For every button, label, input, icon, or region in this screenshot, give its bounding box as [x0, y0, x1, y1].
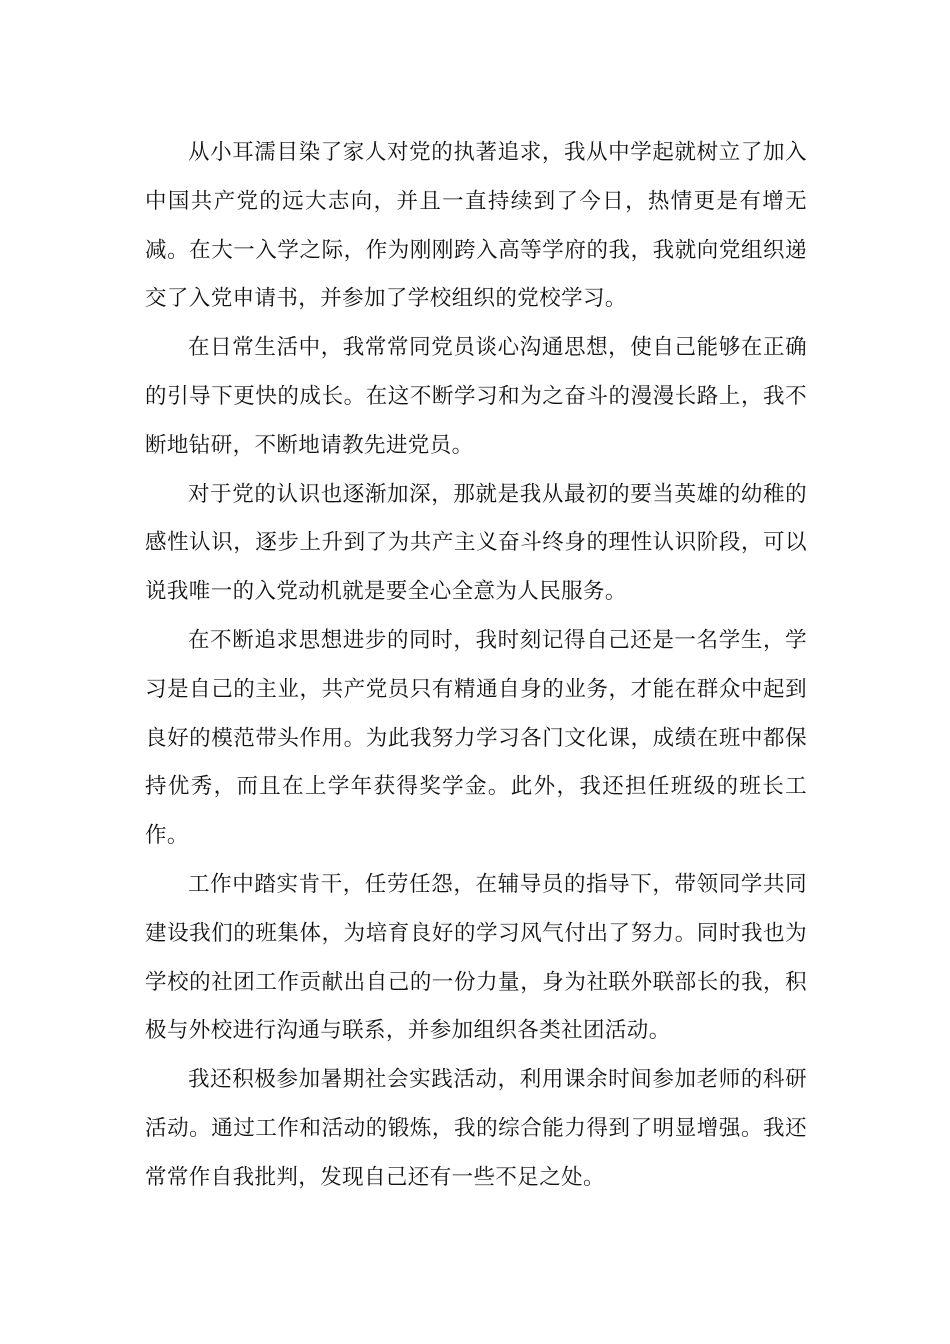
document-body: [145, 129, 807, 1203]
paragraph: 我还积极参加暑期社会实践活动，利用课余时间参加老师的科研活动。通过工作和活动的锻炼，我的综合能力得到了明显增强。我还常常作自我批判，发现自己还有一些不足之处。: [145, 1067, 807, 1190]
paragraph: 从小耳濡目染了家人对党的执著追求，我从中学起就树立了加入中国共产党的远大志向，并且一直持续到了今日，热情更是有增无减。在大一入学之际，作为刚刚跨入高等学府的我，我就向党组织递交了入党申请书，并参加了学校组织的党校学习。: [145, 140, 807, 312]
paragraph: 工作中踏实肯干，任劳任怨，在辅导员的指导下，带领同学共同建设我们的班集体，为培育良好的学习风气付出了努力。同时我也为学校的社团工作贡献出自己的一份力量，身为社联外联部长的我，积极与外校进行沟通与联系，并参加组织各类社团活动。: [145, 871, 807, 1044]
paragraph: 在不断追求思想进步的同时，我时刻记得自己还是一名学生，学习是自己的主业，共产党员只有精通自身的业务，才能在群众中起到良好的模范带头作用。为此我努力学习各门文化课，成绩在班中都保持优秀，而且在上学年获得奖学金。此外，我还担任班级的班长工作。: [145, 627, 807, 849]
paragraph: 对于党的认识也逐渐加深，那就是我从最初的要当英雄的幼稚的感性认识，逐步上升到了为共产主义奋斗终身的理性认识阶段，可以说我唯一的入党动机就是要全心全意为人民服务。: [145, 481, 807, 605]
paragraph: 在日常生活中，我常常同党员谈心沟通思想，使自己能够在正确的引导下更快的成长。在这不断学习和为之奋斗的漫漫长路上，我不断地钻研，不断地请教先进党员。: [145, 335, 807, 458]
